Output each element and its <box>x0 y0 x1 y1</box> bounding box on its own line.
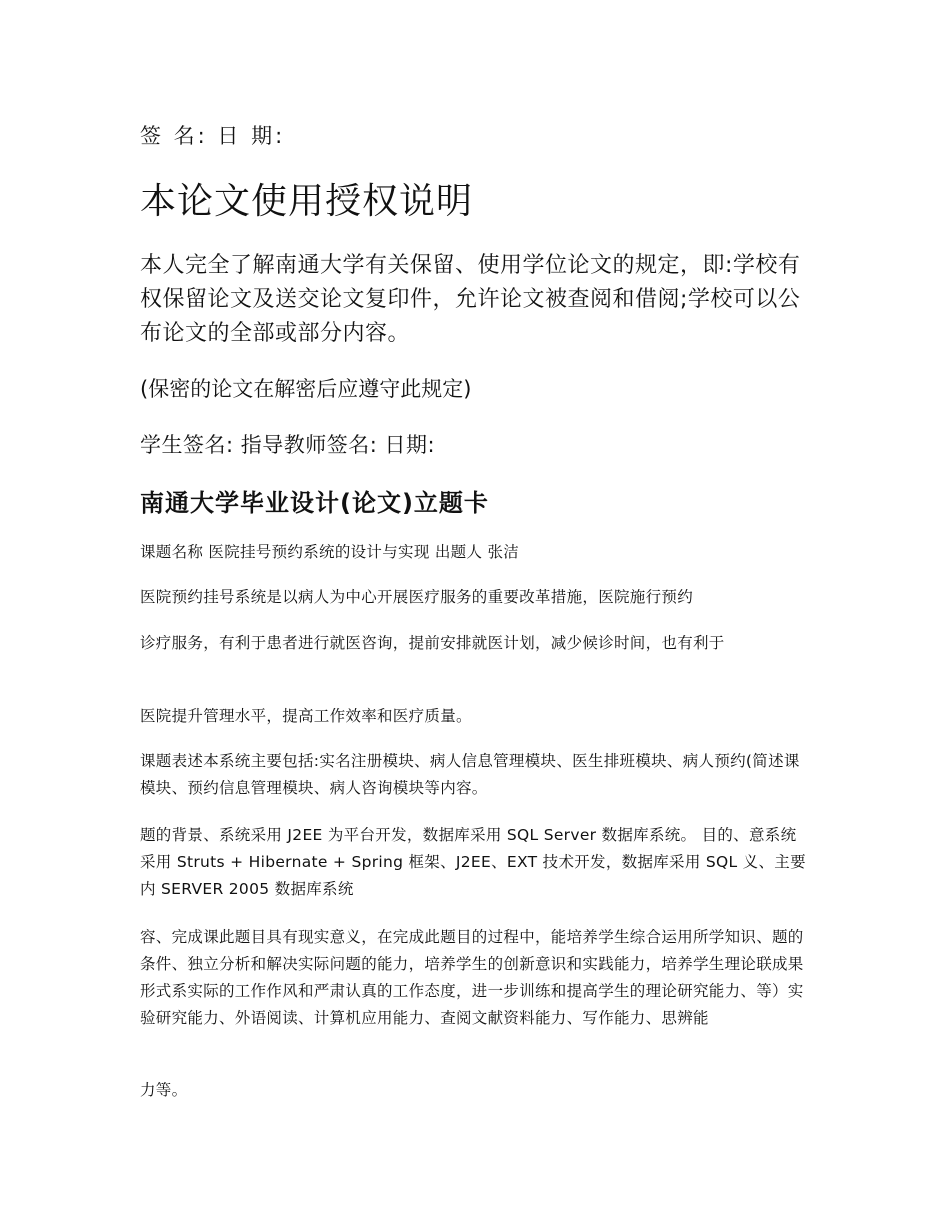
signature-date-line: 签 名: 日 期: <box>140 124 286 148</box>
body-paragraph: 诊疗服务，有利于患者进行就医咨询，提前安排就医计划，减少候诊时间，也有利于 <box>140 634 725 652</box>
authorization-paragraph: 本人完全了解南通大学有关保留、使用学位论文的规定，即:学校有权保留论文及送交论文复印件，允许论文被查阅和借阅;学校可以公布论文的全部或部分内容。 <box>140 253 801 346</box>
body-paragraph: 医院提升管理水平，提高工作效率和医疗质量。 <box>140 707 472 725</box>
student-advisor-signature-line: 学生签名: 指导教师签名: 日期: <box>140 433 436 457</box>
card-title: 南通大学毕业设计(论文)立题卡 <box>140 489 489 517</box>
content-requirements-paragraph: 容、完成课此题目具有现实意义，在完成此题目的过程中，能培养学生综合运用所学知识、题的条件、独立分析和解决实际问题的能力，培养学生的创新意识和实践能力，培养学生理论联成果形式系实际的工作作风和严肃认真的工作态度，进一步训练和提高学生的理论研究能力、等）实验研究能力、外语阅读、计算机应用能力、查阅文献资料能力、写作能力、思辨能 <box>140 928 804 1027</box>
page-title: 本论文使用授权说明 <box>140 181 474 222</box>
body-paragraph: 医院预约挂号系统是以病人为中心开展医疗服务的重要改革措施，医院施行预约 <box>140 588 694 606</box>
topic-description-paragraph: 课题表述本系统主要包括:实名注册模块、病人信息管理模块、医生排班模块、病人预约(简述课模块、预约信息管理模块、病人咨询模块等内容。 <box>140 752 800 797</box>
body-paragraph: 力等。 <box>140 1081 188 1099</box>
confidential-note: (保密的论文在解密后应遵守此规定) <box>140 377 472 401</box>
background-purpose-paragraph: 题的背景、系统采用 J2EE 为平台开发，数据库采用 SQL Server 数据库系统。 目的、意系统采用 Struts + Hibernate + Spring 框架、J2EE、EXT 技术开发，数据库采用 SQL 义、主要内 SERVER 2005 数据库系统 <box>140 826 806 898</box>
topic-name-line: 课题名称 医院挂号预约系统的设计与实现 出题人 张洁 <box>140 543 520 561</box>
